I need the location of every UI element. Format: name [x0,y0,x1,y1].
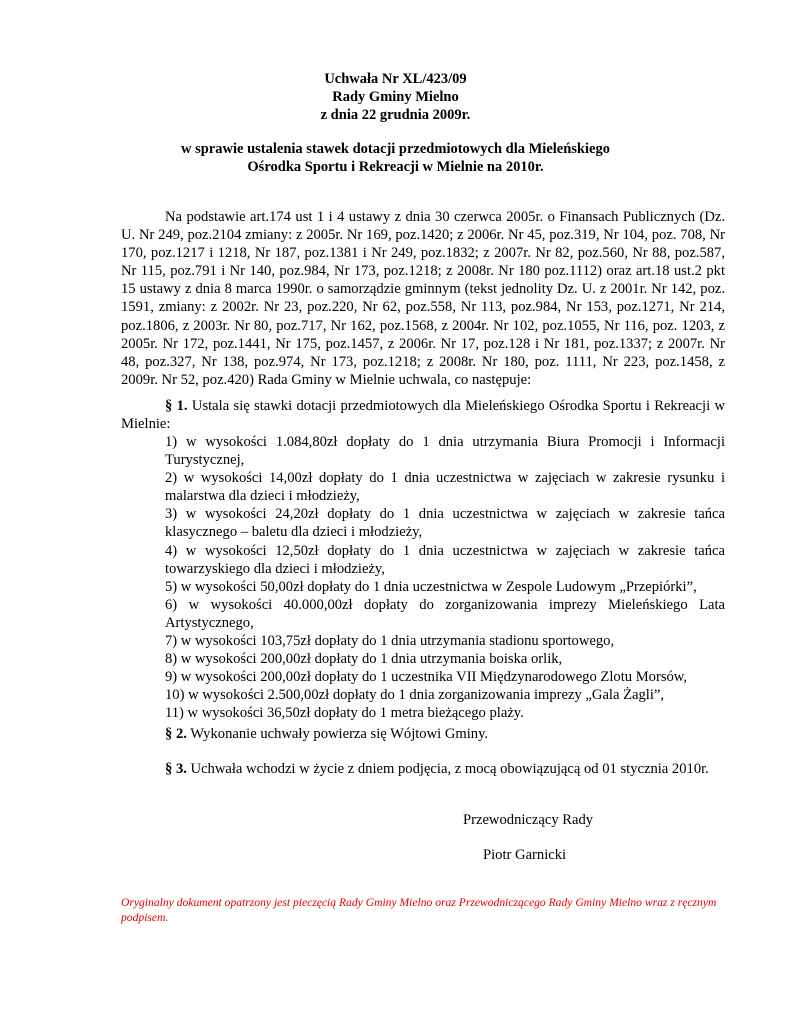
paragraph-1-text: Ustala się stawki dotacji przedmiotowych dla Mieleńskiego Ośrodka Sportu i Rekreacji w Mielnie: [121,398,725,433]
paragraph-2-mark: § 2. [165,726,187,742]
list-item: 3) w wysokości 24,20zł dopłaty do 1 dnia uczestnictwa w zajęciach w zakresie tańca klasycznego – baletu dla dzieci i młodzieży, [165,506,725,541]
subject-line-2: Ośrodka Sportu i Rekreacji w Mielnie na 2010r. [247,159,544,175]
list-item: 1) w wysokości 1.084,80zł dopłaty do 1 dnia utrzymania Biura Promocji i Informacji Turystycznej, [165,434,725,469]
council-name: Rady Gminy Mielno [332,89,459,105]
resolution-date: z dnia 22 grudnia 2009r. [320,107,471,123]
resolution-subject [0,140,791,176]
paragraph-3 [165,760,725,778]
list-item: 2) w wysokości 14,00zł dopłaty do 1 dnia uczestnictwa w zajęciach w zakresie rysunku i malarstwa dla dzieci i młodzieży, [165,470,725,505]
list-item: 6) w wysokości 40.000,00zł dopłaty do zorganizowania imprezy Mieleńskiego Lata Artystycznego, [165,596,725,631]
list-item: 4) w wysokości 12,50zł dopłaty do 1 dnia uczestnictwa w zajęciach w zakresie tańca towarzyskiego dla dzieci i młodzieży, [165,542,725,577]
signature-title: Przewodniczący Rady [463,812,594,828]
list-item: 11) w wysokości 36,50zł dopłaty do 1 metra bieżącego plaży. [165,705,524,722]
rates-list [165,433,725,723]
paragraph-3-text: Uchwała wchodzi w życie z dniem podjęcia, z mocą obowiązującą od 01 stycznia 2010r. [186,761,709,777]
resolution-number: Uchwała Nr XL/423/09 [324,71,467,87]
paragraph-1 [121,397,725,433]
signature-name: Piotr Garnicki [483,847,567,863]
list-item: 7) w wysokości 103,75zł dopłaty do 1 dnia utrzymania stadionu sportowego, [165,633,615,650]
list-item: 10) w wysokości 2.500,00zł dopłaty do 1 dnia zorganizowania imprezy „Gala Żagli”, [165,687,665,704]
subject-line-1: w sprawie ustalenia stawek dotacji przedmiotowych dla Mieleńskiego [181,141,610,157]
paragraph-2 [165,725,725,743]
list-item: 5) w wysokości 50,00zł dopłaty do 1 dnia uczestnictwa w Zespole Ludowym „Przepiórki”, [165,578,697,595]
resolution-header [0,70,791,124]
preamble-paragraph: Na podstawie art.174 ust 1 i 4 ustawy z dnia 30 czerwca 2005r. o Finansach Publicznych (Dz. U. Nr 249, poz.2104 zmiany: z 2005r. Nr 169, poz.1420; z 2006r. Nr 45, poz.319, Nr 104, poz. 708, Nr 170, poz.1217 i 1218, Nr 187, poz.1381 i Nr 249, poz.1832; z 2007r. Nr 82, poz.560, Nr 88, poz.587, Nr 115, poz.791 i Nr 140, poz.984, Nr 173, poz.1218; z 2008r. Nr 180 poz.1112) oraz art.18 ust.2 pkt 15 ustawy z dnia 8 marca 1990r. o samorządzie gminnym (tekst jednolity Dz. U. z 2001r. Nr 142, poz. 1591, zmiany: z 2002r. Nr 23, poz.220, Nr 62, poz.558, Nr 113, poz.984, Nr 153, poz.1271, Nr 214, poz.1806, z 2003r. Nr 80, poz.717, Nr 162, poz.1568, z 2004r. Nr 102, poz.1055, Nr 116, poz. 1203, z 2005r. Nr 172, poz.1441, Nr 175, poz.1457, z 2006r. Nr 17, poz.128 i Nr 181, poz.1337; z 2007r. Nr 48, poz.327, Nr 138, poz.974, Nr 173, poz.1218; z 2008r. Nr 180, poz. 1111, Nr 223, poz.1458, z 2009r. Nr 52, poz.420) Rada Gminy w Mielnie uchwala, co następuje: [121,209,725,388]
list-item: 8) w wysokości 200,00zł dopłaty do 1 dnia utrzymania boiska orlik, [165,651,563,668]
paragraph-3-mark: § 3. [165,761,187,777]
original-document-note: Oryginalny dokument opatrzony jest pieczęcią Rady Gminy Mielno oraz Przewodniczącego Rady Gminy Mielno wraz z ręcznym podpisem. [121,896,717,924]
paragraph-2-text: Wykonanie uchwały powierza się Wójtowi Gminy. [186,726,489,742]
paragraph-1-mark: § 1. [165,398,188,414]
list-item: 9) w wysokości 200,00zł dopłaty do 1 uczestnika VII Międzynarodowego Zlotu Morsów, [165,669,688,686]
